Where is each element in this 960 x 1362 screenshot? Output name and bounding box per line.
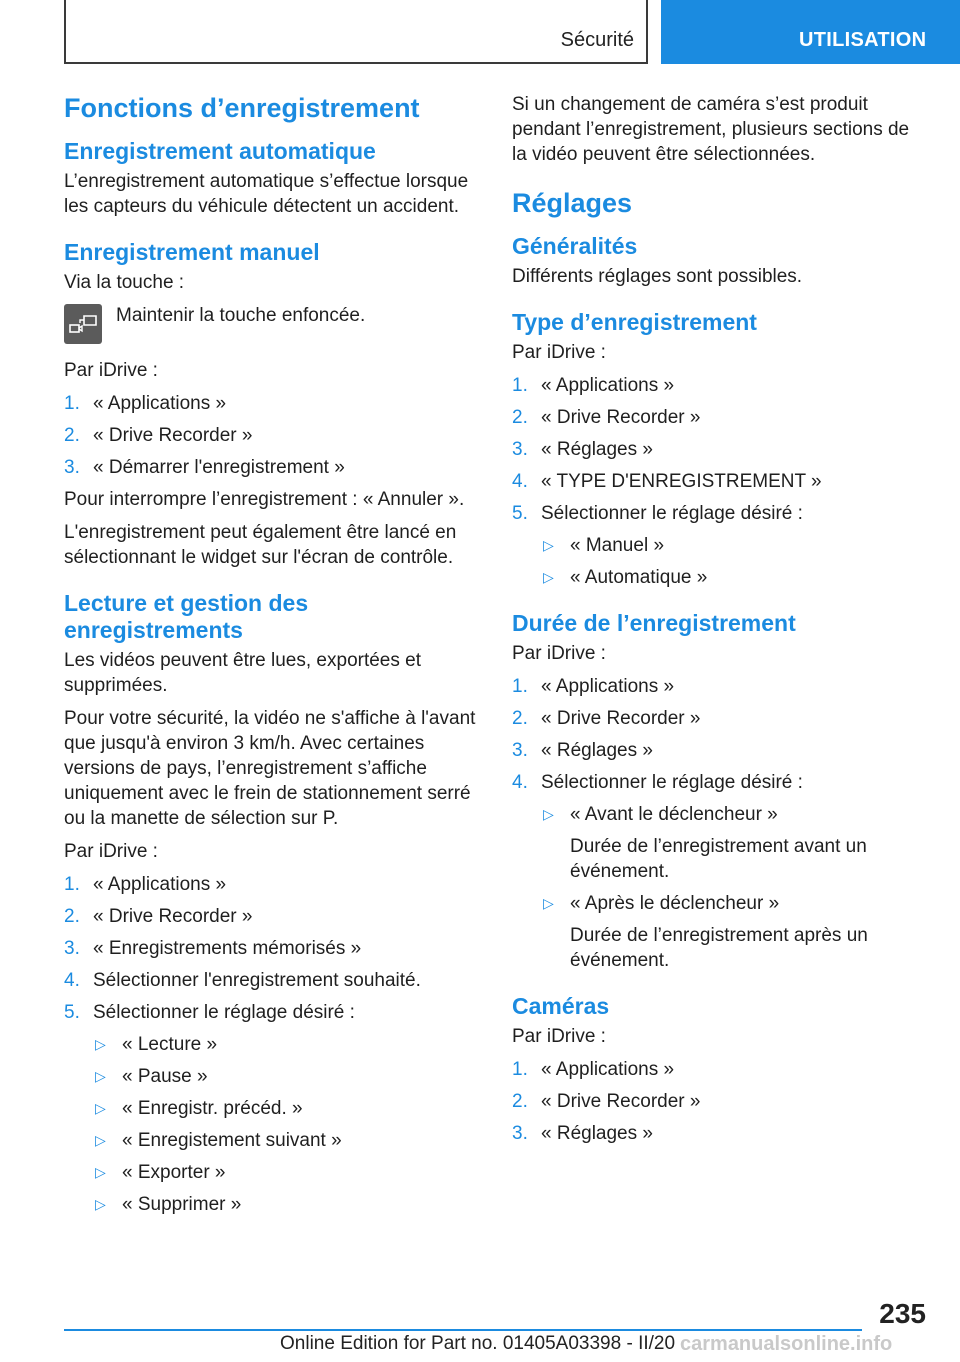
- heading-automatic-recording: Enregistrement automatique: [64, 138, 376, 164]
- list-item: 2. « Drive Recorder »: [64, 906, 253, 927]
- options-list-duration: [541, 802, 926, 973]
- paragraph-general: Différents réglages sont possibles.: [512, 266, 803, 287]
- list-item: 3. « Enregistrements mémorisés »: [64, 938, 362, 959]
- paragraph-idrive-1: Par iDrive :: [64, 360, 158, 381]
- header-chapter-title: UTILISATION: [799, 29, 927, 51]
- right-column: [512, 92, 926, 1153]
- steps-list-duration: [512, 674, 926, 973]
- paragraph-safety: Pour votre sécurité, la vidéo ne s'affiche à l'avant que jusqu'à environ 3 km/h. Avec certaines versions de pays, l’enregistrement s’affiche uniquement avec le frein de stationnement serré ou la manette de sélection sur P.: [64, 708, 476, 829]
- list-item: 1. « Applications »: [64, 874, 227, 895]
- paragraph-idrive-4: Par iDrive :: [512, 643, 606, 664]
- list-item: 2. « Drive Recorder »: [512, 708, 701, 729]
- paragraph-widget: L'enregistrement peut également être lancé en sélectionnant le widget sur l'écran de contrôle.: [64, 522, 457, 568]
- option-item: ▷ « Supprimer »: [95, 1194, 242, 1215]
- header-chapter-tab: [661, 0, 960, 64]
- list-item: 5. Sélectionner le réglage désiré : ▷ « Lecture » ▷ « Pause » ▷ « Enregistr. précéd. » ▷ « Enregistement suivant » ▷ « Exporter » ▷ « Supprimer »: [64, 1000, 478, 1217]
- list-item: 3. « Réglages »: [512, 1123, 653, 1144]
- list-item: 4. Sélectionner l'enregistrement souhaité.: [64, 970, 421, 991]
- option-item: ▷ « Lecture »: [95, 1034, 218, 1055]
- list-item: 2. « Drive Recorder »: [512, 407, 701, 428]
- heading-recording-type: Type d’enregistrement: [512, 309, 757, 335]
- list-item: 3. « Réglages »: [512, 740, 653, 761]
- paragraph-videos: Les vidéos peuvent être lues, exportées et supprimées.: [64, 650, 422, 696]
- steps-list-type: [512, 373, 926, 590]
- options-list-playback: [93, 1032, 478, 1217]
- paragraph-via-button: Via la touche :: [64, 272, 185, 293]
- triangle-bullet-icon: ▷: [95, 1196, 106, 1212]
- list-item: 4. « TYPE D'ENREGISTREMENT »: [512, 471, 822, 492]
- options-list-type: [541, 533, 926, 590]
- triangle-bullet-icon: ▷: [543, 537, 554, 553]
- list-item: 1. « Applications »: [512, 375, 675, 396]
- paragraph-idrive-2: Par iDrive :: [64, 841, 158, 862]
- heading-playback: Lecture et gestion des enregistrements: [64, 590, 309, 643]
- paragraph-automatic: L’enregistrement automatique s’effectue lorsque les capteurs du véhicule détectent un accident.: [64, 171, 469, 217]
- triangle-bullet-icon: ▷: [95, 1164, 106, 1180]
- option-item: ▷ « Enregistement suivant »: [95, 1130, 342, 1151]
- watermark: carmanualsonline.info: [680, 1333, 893, 1355]
- triangle-bullet-icon: ▷: [543, 806, 554, 822]
- option-item: ▷ « Après le déclencheur » Durée de l’enregistrement après un événement.: [541, 891, 926, 973]
- heading-cameras: Caméras: [512, 993, 610, 1019]
- heading-settings: Réglages: [512, 188, 633, 218]
- header-section-box: [64, 0, 648, 64]
- list-item: 2. « Drive Recorder »: [512, 1091, 701, 1112]
- option-item: ▷ « Exporter »: [95, 1162, 226, 1183]
- steps-list-manual: [64, 391, 478, 480]
- page-number: 235: [879, 1298, 926, 1329]
- option-note: Durée de l’enregistrement après un événement.: [570, 925, 868, 971]
- paragraph-idrive-3: Par iDrive :: [512, 342, 606, 363]
- option-item: ▷ « Manuel »: [543, 535, 665, 556]
- heading-manual-recording: Enregistrement manuel: [64, 239, 320, 265]
- option-item: ▷ « Automatique »: [543, 567, 708, 588]
- camera-record-icon: [64, 304, 102, 344]
- steps-list-cameras: [512, 1057, 926, 1146]
- triangle-bullet-icon: ▷: [543, 569, 554, 585]
- key-instruction: [64, 303, 478, 344]
- option-item: ▷ « Avant le déclencheur » Durée de l’enregistrement avant un événement.: [541, 802, 926, 884]
- option-item: ▷ « Enregistr. précéd. »: [95, 1098, 303, 1119]
- paragraph-stop: Pour interrompre l’enregistrement : « Annuler ».: [64, 489, 465, 510]
- paragraph-camera-change: Si un changement de caméra s’est produit pendant l’enregistrement, plusieurs sections de la vidéo peuvent être sélectionnées.: [512, 94, 910, 165]
- key-instruction-text: Maintenir la touche enfoncée.: [116, 305, 366, 326]
- left-column: [64, 92, 478, 1224]
- heading-recording-functions: Fonctions d’enregistrement: [64, 93, 420, 123]
- triangle-bullet-icon: ▷: [95, 1100, 106, 1116]
- list-item: 1. « Applications »: [512, 1059, 675, 1080]
- heading-duration: Durée de l’enregistrement: [512, 610, 796, 636]
- header-section-title: Sécurité: [560, 29, 634, 51]
- list-item: 5. Sélectionner le réglage désiré : ▷ « Manuel » ▷ « Automatique »: [512, 501, 926, 590]
- footer-divider: [64, 1329, 862, 1331]
- paragraph-idrive-5: Par iDrive :: [512, 1026, 606, 1047]
- list-item: 3. « Réglages »: [512, 439, 653, 460]
- list-item: 4. Sélectionner le réglage désiré : ▷ « Avant le déclencheur » Durée de l’enregistrement avant un événement. ▷ « Après le déclencheur » Durée de l’enregistrement après un événement.: [512, 770, 926, 973]
- list-item: 1. « Applications »: [64, 393, 227, 414]
- option-note: Durée de l’enregistrement avant un événement.: [570, 836, 867, 882]
- heading-general: Généralités: [512, 233, 638, 259]
- triangle-bullet-icon: ▷: [543, 895, 554, 911]
- triangle-bullet-icon: ▷: [95, 1132, 106, 1148]
- list-item: 3. « Démarrer l'enregistrement »: [64, 457, 345, 478]
- footer-edition: Online Edition for Part no. 01405A03398 - II/20: [280, 1333, 676, 1354]
- option-item: ▷ « Pause »: [95, 1066, 208, 1087]
- triangle-bullet-icon: ▷: [95, 1036, 106, 1052]
- triangle-bullet-icon: ▷: [95, 1068, 106, 1084]
- list-item: 1. « Applications »: [512, 676, 675, 697]
- steps-list-playback: [64, 872, 478, 1217]
- list-item: 2. « Drive Recorder »: [64, 425, 253, 446]
